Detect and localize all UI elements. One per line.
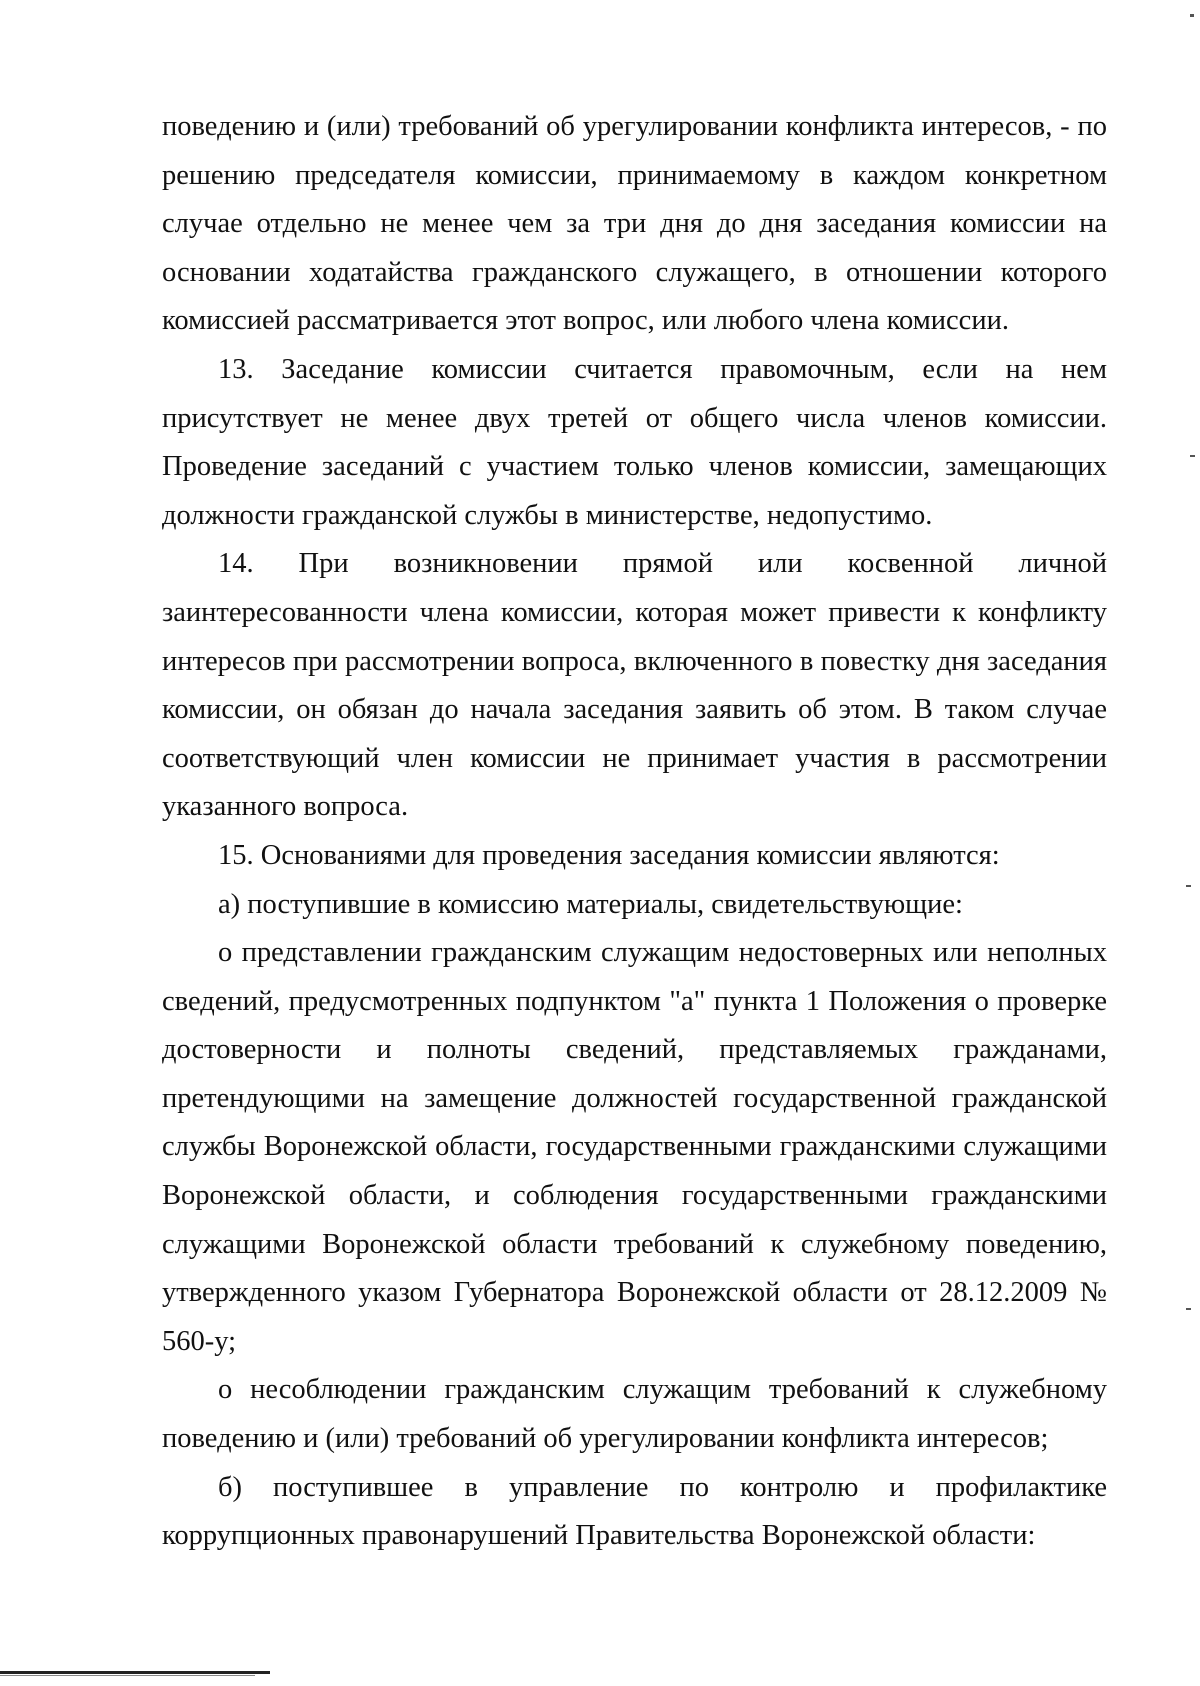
scan-speck-right-3 bbox=[1186, 1308, 1191, 1310]
scan-edge-rule bbox=[0, 1671, 270, 1674]
scan-speck-top-right bbox=[1190, 14, 1194, 17]
paragraph-item-15a: а) поступившие в комиссию материалы, свидетельствующие: bbox=[218, 888, 963, 920]
paragraph-item-13: 13. Заседание комиссии считается правомочным, если на нем присутствует не менее двух третей от общего числа членов комиссии. Проведение заседаний с участием только членов комиссии, замещающих должности гражданской службы в министерстве, недопустимо. bbox=[162, 353, 1107, 531]
paragraph-item-14: 14. При возникновении прямой или косвенной личной заинтересованности члена комиссии, которая может привести к конфликту интересов при рассмотрении вопроса, включенного в повестку дня заседания комиссии, он обязан до начала заседания заявить об этом. В таком случае соответствующий член комиссии не принимает участия в рассмотрении указанного вопроса. bbox=[162, 548, 1107, 823]
paragraph-item-15b: б) поступившее в управление по контролю и профилактике коррупционных правонарушений Правительства Воронежской области: bbox=[162, 1471, 1107, 1552]
scan-speck-right-2 bbox=[1186, 885, 1191, 887]
paragraph-item-15: 15. Основаниями для проведения заседания комиссии являются: bbox=[218, 839, 1000, 871]
scan-edge-rule-faint bbox=[0, 1675, 255, 1676]
scan-speck-right-1 bbox=[1190, 455, 1195, 457]
paragraph-noncompliance: о несоблюдении гражданским служащим требований к служебному поведению и (или) требований об урегулировании конфликта интересов; bbox=[162, 1374, 1107, 1455]
paragraph-continuation: поведению и (или) требований об урегулировании конфликта интересов, - по решению председателя комиссии, принимаемому в каждом конкретном случае отдельно не менее чем за три дня до дня заседания комиссии на основании ходатайства гражданского служащего, в отношении которого комиссией рассматривается этот вопрос, или любого члена комиссии. bbox=[162, 111, 1107, 337]
document-body bbox=[162, 103, 1107, 1561]
paragraph-misrepresentation: о представлении гражданским служащим недостоверных или неполных сведений, предусмотренных подпунктом "а" пункта 1 Положения о проверке достоверности и полноты сведений, представляемых гражданами, претендующими на замещение должностей государственной гражданской службы Воронежской области, государственными гражданскими служащими Воронежской области, и соблюдения государственными гражданскими служащими Воронежской области требований к служебному поведению, утвержденного указом Губернатора Воронежской области от 28.12.2009 № 560-у; bbox=[162, 937, 1107, 1357]
